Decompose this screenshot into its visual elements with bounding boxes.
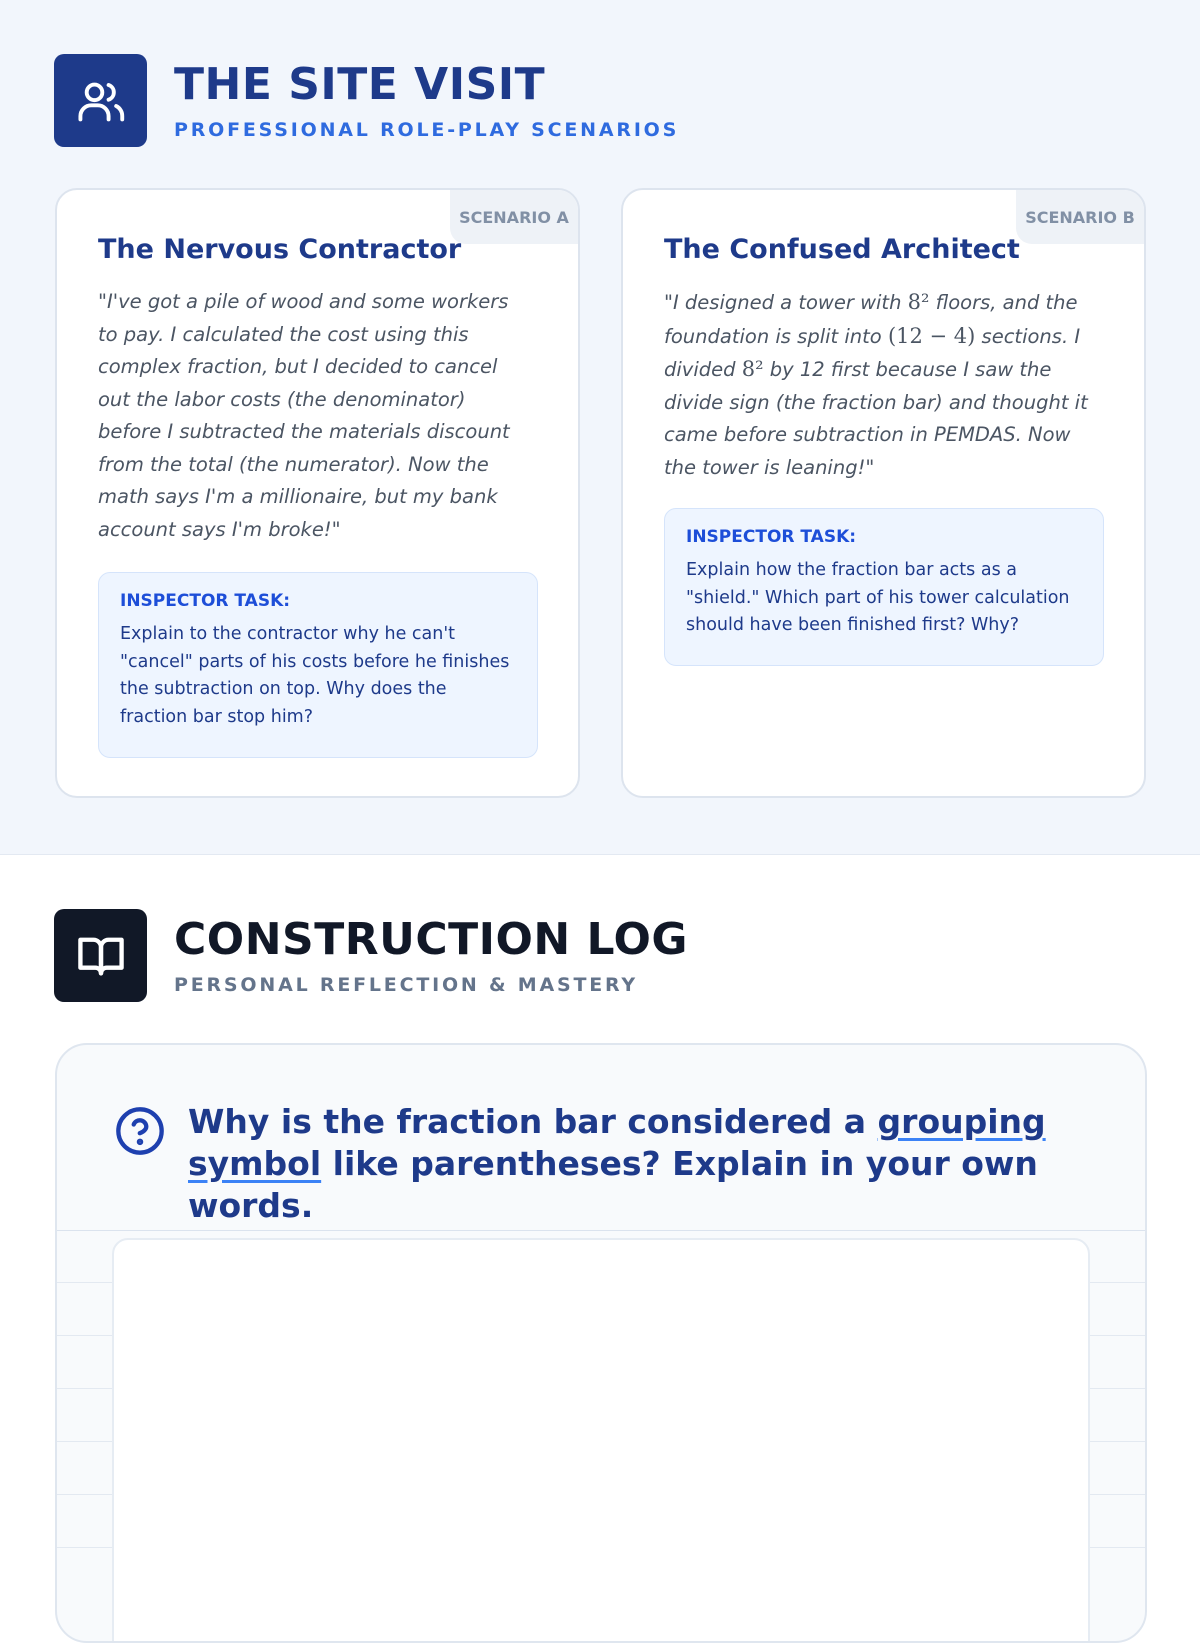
reflection-card <box>55 1043 1147 1643</box>
page-subtitle: PROFESSIONAL ROLE-PLAY SCENARIOS <box>174 118 680 141</box>
inspector-task-text: Explain to the contractor why he can't "cancel" parts of his costs before he finishes the subtraction on top. Why does the fraction bar stop him? <box>120 624 510 727</box>
question-text: like parentheses? Explain in your own words. <box>188 1144 1038 1225</box>
inspector-task-box <box>664 508 1104 666</box>
inspector-task-label: INSPECTOR TASK: <box>120 591 291 611</box>
divider <box>57 1230 1145 1231</box>
section-subtitle: PERSONAL REFLECTION & MASTERY <box>174 973 638 996</box>
reflection-prompt-row <box>114 1101 1094 1227</box>
question-text: Why is the fraction bar considered a <box>188 1102 878 1141</box>
highlighted-term: grouping symbol <box>188 1102 1046 1183</box>
section-title: CONSTRUCTION LOG <box>174 913 689 965</box>
scenario-card-a <box>55 188 580 798</box>
page-title: THE SITE VISIT <box>174 58 546 110</box>
scenario-tag: SCENARIO B <box>1016 190 1144 244</box>
answer-writing-area[interactable] <box>112 1238 1090 1643</box>
inspector-task-box <box>98 572 538 758</box>
scenario-tag: SCENARIO A <box>450 190 578 244</box>
quote-text: "I designed a tower with <box>664 291 908 314</box>
site-visit-header <box>54 54 679 147</box>
math-expression: 8² <box>741 357 764 381</box>
quote-text: sections. I divided <box>664 324 1081 381</box>
reflection-question <box>188 1101 1094 1227</box>
math-expression: 8² <box>907 290 930 314</box>
book-open-icon <box>54 909 147 1002</box>
inspector-task-label: INSPECTOR TASK: <box>686 527 857 547</box>
inspector-task-text: Explain how the fraction bar acts as a "shield." Which part of his tower calculation should have been finished first? Why? <box>686 560 1070 635</box>
quote-text: floors, and the foundation is split into <box>664 291 1078 348</box>
scenario-quote: "I've got a pile of wood and some workers to pay. I calculated the cost using this complex fraction, but I decided to cancel out the labor costs (the denominator) before I subtracted the materials discount from the total (the numerator). Now the math says I'm a millionaire, but my bank account says I'm broke!" <box>98 290 510 541</box>
construction-log-header <box>54 909 688 1002</box>
scenario-card-b <box>621 188 1146 798</box>
users-icon <box>54 54 147 147</box>
question-circle-icon <box>114 1105 166 1157</box>
scenario-quote <box>664 286 1100 484</box>
scenario-title: The Nervous Contractor <box>98 234 462 265</box>
math-expression: (12 − 4) <box>887 323 976 348</box>
scenario-title: The Confused Architect <box>664 234 1020 265</box>
quote-text: by 12 first because I saw the divide sign (the fraction bar) and thought it came before subtraction in PEMDAS. Now the tower is leaning!" <box>664 358 1088 479</box>
